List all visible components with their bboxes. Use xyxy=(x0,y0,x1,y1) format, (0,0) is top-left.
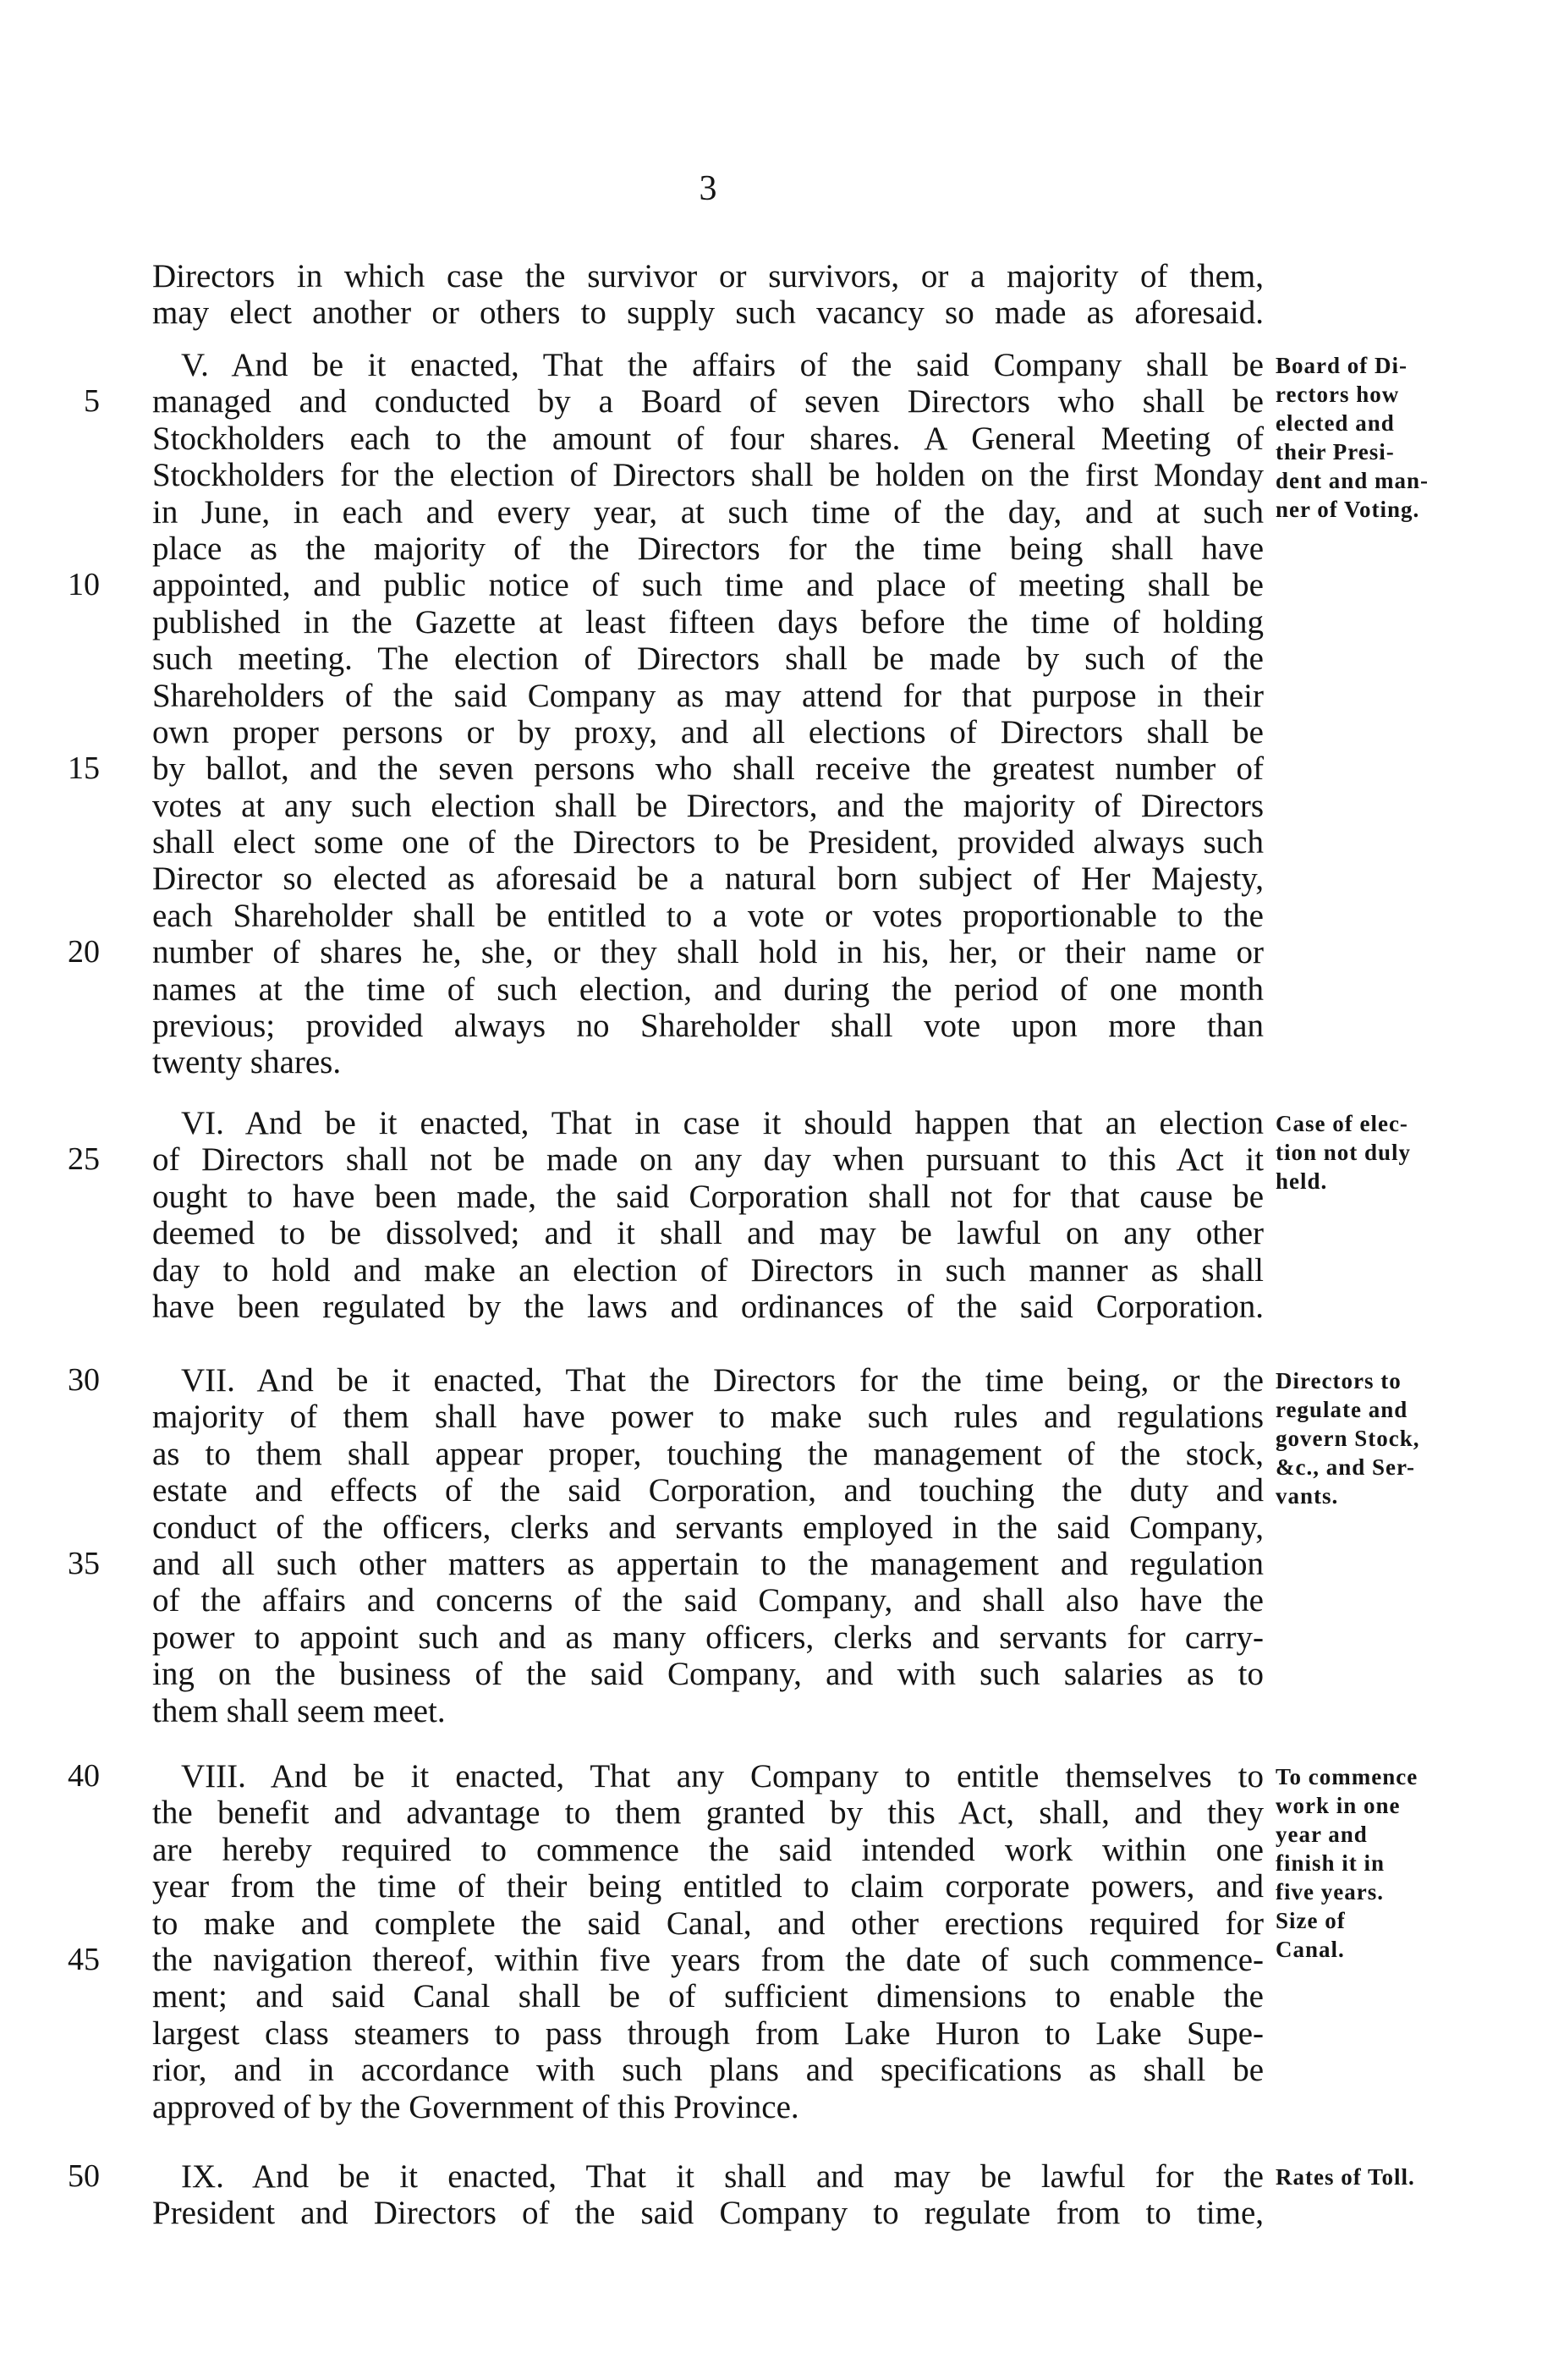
margin-notes xyxy=(1276,2163,1529,2191)
text-line: deemed to be dissolved; and it shall and may be lawful on any other xyxy=(152,1215,1264,1252)
text-line: Director so elected as aforesaid be a natural born subject of Her Majesty, xyxy=(152,860,1264,898)
margin-note xyxy=(1276,2163,1529,2191)
text-row xyxy=(0,788,1542,824)
line-number: 15 xyxy=(68,750,100,787)
text-row xyxy=(0,678,1542,714)
margin-note-line: held. xyxy=(1276,1168,1328,1194)
text-line: twenty shares. xyxy=(152,1044,342,1081)
margin-notes xyxy=(1276,351,1529,524)
margin-note-line: ner of Voting. xyxy=(1276,497,1420,522)
text-line: place as the majority of the Directors for the time being shall have xyxy=(152,530,1264,567)
text-line: number of shares he, she, or they shall hold in his, her, or their name or xyxy=(152,934,1264,971)
line-number: 35 xyxy=(68,1545,100,1581)
margin-note-line: govern Stock, xyxy=(1276,1426,1420,1451)
text-line: estate and effects of the said Corporation, and touching the duty and xyxy=(152,1472,1264,1509)
text-row xyxy=(0,1619,1542,1656)
text-row xyxy=(0,898,1542,934)
text-line: of the affairs and concerns of the said Company, and shall also have the xyxy=(152,1582,1264,1619)
text-row xyxy=(0,530,1542,567)
text-line: have been regulated by the laws and ordinances of the said Corporation. xyxy=(152,1288,1264,1325)
text-row xyxy=(0,1008,1542,1044)
section-paragraph xyxy=(0,347,1542,1081)
section-paragraph xyxy=(0,1362,1542,1729)
text-row xyxy=(0,824,1542,860)
text-row xyxy=(0,1509,1542,1546)
margin-note-line: rectors how xyxy=(1276,382,1400,407)
text-line: ing on the business of the said Company, and with such salaries as to xyxy=(152,1656,1264,1693)
text-line: rior, and in accordance with such plans and specifications as shall be xyxy=(152,2052,1264,2089)
text-line: year from the time of their being entitled to claim corporate powers, and xyxy=(152,1868,1264,1905)
section-paragraph xyxy=(0,1105,1542,1325)
text-line: President and Directors of the said Company to regulate from to time, xyxy=(152,2195,1264,2232)
text-row xyxy=(0,294,1542,331)
text-line: Shareholders of the said Company as may attend for that purpose in their xyxy=(152,677,1264,714)
text-line: as to them shall appear proper, touching the management of the stock, xyxy=(152,1435,1264,1472)
line-number: 50 xyxy=(68,2158,100,2194)
margin-note-line: finish it in xyxy=(1276,1850,1386,1876)
text-line: are hereby required to commence the said intended work within one xyxy=(152,1831,1264,1868)
text-row xyxy=(0,2052,1542,2088)
margin-note-line: Rates of Toll. xyxy=(1276,2164,1415,2190)
text-line: in June, in each and every year, at such time of the day, and at such xyxy=(152,493,1264,530)
line-number: 20 xyxy=(68,934,100,970)
text-row xyxy=(0,1978,1542,2014)
text-row xyxy=(0,1044,1542,1080)
text-line: Stockholders for the election of Directors shall be holden on the first Monday xyxy=(152,457,1264,494)
text-line: such meeting. The election of Directors shall be made by such of the xyxy=(152,640,1264,678)
continued-paragraph xyxy=(0,258,1542,332)
text-line: the navigation thereof, within five years from the date of such commence- xyxy=(152,1941,1264,1978)
margin-note-line: year and xyxy=(1276,1822,1368,1847)
text-line: votes at any such election shall be Directors, and the majority of Directors xyxy=(152,787,1264,824)
text-line: appointed, and public notice of such time and place of meeting shall be xyxy=(152,567,1264,604)
section-paragraph xyxy=(0,1758,1542,2125)
margin-note-line: five years. xyxy=(1276,1879,1384,1905)
text-line: majority of them shall have power to make such rules and regulations xyxy=(152,1399,1264,1436)
section-paragraph xyxy=(0,2158,1542,2232)
text-line: conduct of the officers, clerks and servants employed in the said Company, xyxy=(152,1509,1264,1546)
text-row xyxy=(0,714,1542,750)
text-line: previous; provided always no Shareholder shall vote upon more than xyxy=(152,1008,1264,1045)
text-line: approved of by the Government of this Province. xyxy=(152,2088,799,2125)
text-line: V. And be it enacted, That the affairs of the said Company shall be xyxy=(181,347,1264,383)
text-row xyxy=(0,1582,1542,1619)
text-line: ment; and said Canal shall be of sufficient dimensions to enable the xyxy=(152,1978,1264,2015)
page-number: 3 xyxy=(699,169,717,208)
margin-notes xyxy=(1276,1762,1529,1964)
text-line: by ballot, and the seven persons who shall receive the greatest number of xyxy=(152,750,1264,788)
text-line: VIII. And be it enacted, That any Company to entitle themselves to xyxy=(181,1758,1264,1795)
margin-note xyxy=(1276,351,1529,524)
text-line: of Directors shall not be made on any day when pursuant to this Act it xyxy=(152,1141,1264,1179)
margin-note-line: their Presi- xyxy=(1276,439,1395,464)
text-row xyxy=(0,1252,1542,1289)
text-row xyxy=(0,604,1542,640)
text-line: largest class steamers to pass through from Lake Huron to Lake Supe- xyxy=(152,2014,1264,2052)
line-number: 40 xyxy=(68,1758,100,1794)
text-row xyxy=(0,1656,1542,1692)
text-line: names at the time of such election, and during the period of one month xyxy=(152,970,1264,1008)
line-number: 10 xyxy=(68,567,100,603)
text-line: VI. And be it enacted, That in case it should happen that an election xyxy=(181,1105,1264,1141)
text-line: shall elect some one of the Directors to be President, provided always such xyxy=(152,824,1264,861)
text-line: published in the Gazette at least fifteen days before the time of holding xyxy=(152,603,1264,640)
margin-note-line: Size of xyxy=(1276,1908,1346,1933)
text-row xyxy=(0,258,1542,294)
text-line: VII. And be it enacted, That the Directors for the time being, or the xyxy=(181,1362,1264,1399)
text-line: Directors in which case the survivor or survivors, or a majority of them, xyxy=(152,258,1264,294)
text-line: Stockholders each to the amount of four shares. A General Meeting of xyxy=(152,420,1264,457)
margin-note-line: work in one xyxy=(1276,1793,1401,1818)
text-line: managed and conducted by a Board of seven Directors who shall be xyxy=(152,383,1264,420)
margin-note xyxy=(1276,1109,1529,1195)
text-row xyxy=(0,860,1542,897)
text-row xyxy=(0,1215,1542,1251)
text-row xyxy=(0,1693,1542,1729)
margin-note xyxy=(1276,1906,1529,1964)
line-number: 45 xyxy=(68,1941,100,1977)
line-number: 5 xyxy=(84,383,100,420)
margin-note-line: To commence xyxy=(1276,1764,1419,1789)
text-row xyxy=(0,2015,1542,2052)
text-line: ought to have been made, the said Corporation shall not for that cause be xyxy=(152,1178,1264,1215)
text-line: IX. And be it enacted, That it shall and may be lawful for the xyxy=(181,2158,1264,2195)
text-row xyxy=(0,1546,1542,1582)
margin-note-line: tion not duly xyxy=(1276,1140,1412,1165)
text-row xyxy=(0,750,1542,787)
text-row xyxy=(0,971,1542,1008)
text-row xyxy=(0,640,1542,677)
text-row xyxy=(0,1289,1542,1325)
margin-note-line: vants. xyxy=(1276,1483,1339,1509)
text-row xyxy=(0,567,1542,603)
line-number: 30 xyxy=(68,1362,100,1398)
margin-note-line: Case of elec- xyxy=(1276,1111,1408,1136)
text-line: the benefit and advantage to them granted by this Act, shall, and they xyxy=(152,1795,1264,1832)
text-row xyxy=(0,934,1542,970)
text-line: each Shareholder shall be entitled to a vote or votes proportionable to the xyxy=(152,897,1264,934)
margin-note-line: Canal. xyxy=(1276,1937,1345,1962)
text-line: to make and complete the said Canal, and other erections required for xyxy=(152,1905,1264,1942)
text-line: them shall seem meet. xyxy=(152,1692,446,1729)
margin-note-line: &c., and Ser- xyxy=(1276,1454,1415,1480)
text-line: power to appoint such and as many officers, clerks and servants for carry- xyxy=(152,1619,1264,1656)
text-line: day to hold and make an election of Directors in such manner as shall xyxy=(152,1251,1264,1289)
text-line: and all such other matters as appertain to the management and regulation xyxy=(152,1545,1264,1582)
text-line: own proper persons or by proxy, and all elections of Directors shall be xyxy=(152,713,1264,750)
margin-note-line: regulate and xyxy=(1276,1397,1408,1422)
text-row xyxy=(0,2195,1542,2231)
text-line: may elect another or others to supply such vacancy so made as aforesaid. xyxy=(152,294,1264,332)
line-number: 25 xyxy=(68,1141,100,1178)
margin-note xyxy=(1276,1366,1529,1510)
margin-note-line: Directors to xyxy=(1276,1368,1402,1393)
text-row xyxy=(0,2089,1542,2125)
margin-note xyxy=(1276,1762,1529,1906)
margin-note-line: Board of Di- xyxy=(1276,353,1408,378)
margin-note-line: dent and man- xyxy=(1276,468,1430,493)
margin-notes xyxy=(1276,1366,1529,1510)
margin-note-line: elected and xyxy=(1276,410,1395,436)
margin-notes xyxy=(1276,1109,1529,1195)
